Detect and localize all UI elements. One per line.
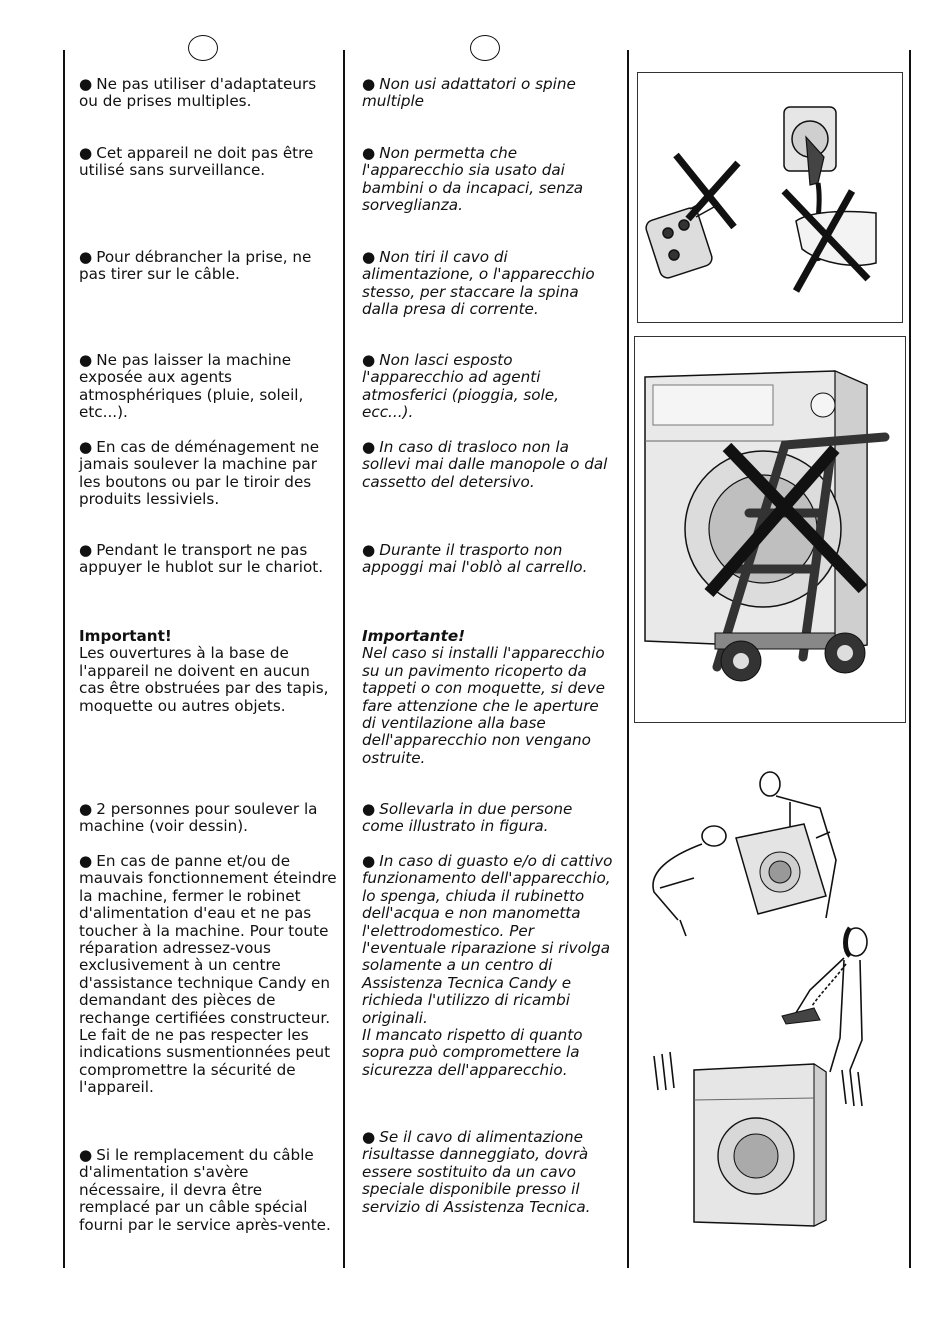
french-item-lifting: ● 2 personnes pour soulever la machine (voir dessin). xyxy=(79,801,337,836)
italian-item-weather: ● Non lasci esposto l'apparecchio ad agenti atmosferici (pioggia, sole, ecc...). xyxy=(362,352,614,422)
french-important-text: Les ouvertures à la base de l'appareil ne doivent en aucun cas être obstruées par des tapis, moquette ou autres objets. xyxy=(79,644,329,715)
italian-item-supervision: ● Non permetta che l'apparecchio sia usato dai bambini o da incapaci, senza sorveglianza. xyxy=(362,145,614,215)
italian-item-adapters: ● Non usi adattatori o spine multiple xyxy=(362,76,614,111)
italian-item-transport: ● Durante il trasporto non appoggi mai l'oblò al carrello. xyxy=(362,542,614,577)
french-important xyxy=(79,628,337,715)
french-item-cable: ● Si le remplacement du câble d'alimentation s'avère nécessaire, il devra être remplacé par un câble spécial fourni par le service après-vente. xyxy=(79,1147,337,1234)
plug-adapter-crossed-illustration xyxy=(637,72,903,323)
french-item-adapters: ● Ne pas utiliser d'adaptateurs ou de prises multiples. xyxy=(79,76,337,111)
italian-important xyxy=(362,628,614,767)
phone-service-illustration xyxy=(644,920,906,1230)
french-item-unplug: ● Pour débrancher la prise, ne pas tirer sur le câble. xyxy=(79,249,337,284)
french-item-moving: ● En cas de déménagement ne jamais soulever la machine par les boutons ou par le tiroir des produits lessiviels. xyxy=(79,439,337,509)
french-item-weather: ● Ne pas laisser la machine exposée aux agents atmosphériques (pluie, soleil, etc...). xyxy=(79,352,337,422)
column-divider-1 xyxy=(343,50,345,1268)
left-margin-line xyxy=(63,50,65,1268)
french-item-breakdown: ● En cas de panne et/ou de mauvais fonctionnement éteindre la machine, fermer le robinet d'alimentation d'eau et ne pas toucher à la machine. Pour toute réparation adressez-vous exclusivement à un centre d'assistance technique Candy en demandant des pièces de rechange certifiées constructeur. Le fait de ne pas respecter les indications susmentionnées peut compromettre la sécurité de l'appareil. xyxy=(79,853,337,1097)
italian-language-marker xyxy=(470,35,500,61)
french-important-title: Important! xyxy=(79,627,172,645)
italian-item-breakdown: ● In caso di guasto e/o di cattivo funzionamento dell'apparecchio, lo spenga, chiuda il rubinetto dell'acqua e non manometta l'elettrodomestico. Per l'eventuale riparazione si rivolga solamente a un centro di Assistenza Tecnica Candy e richieda l'utilizzo di ricambi originali. Il mancato rispetto di quanto sopra può compromettere la sicurezza dell'apparecchio. xyxy=(362,853,614,1079)
italian-item-unplug: ● Non tiri il cavo di alimentazione, o l'apparecchio stesso, per staccare la spina dalla presa di corrente. xyxy=(362,249,614,319)
italian-important-text: Nel caso si installi l'apparecchio su un pavimento ricoperto da tappeti o con moquette, si deve fare attenzione che le aperture di ventilazione alla base dell'apparecchio non vengano ostruite. xyxy=(362,644,605,767)
column-divider-2 xyxy=(627,50,629,1268)
right-margin-line xyxy=(909,50,911,1268)
italian-item-moving: ● In caso di trasloco non la sollevi mai dalle manopole o dal cassetto del detersivo. xyxy=(362,439,614,491)
french-language-marker xyxy=(188,35,218,61)
french-item-transport: ● Pendant le transport ne pas appuyer le hublot sur le chariot. xyxy=(79,542,337,577)
two-person-lift-illustration xyxy=(640,768,900,938)
washer-trolley-crossed-illustration xyxy=(634,336,906,723)
italian-item-cable: ● Se il cavo di alimentazione risultasse danneggiato, dovrà essere sostituito da un cavo speciale disponibile presso il servizio di Assistenza Tecnica. xyxy=(362,1129,614,1216)
italian-item-lifting: ● Sollevarla in due persone come illustrato in figura. xyxy=(362,801,614,836)
italian-important-title: Importante! xyxy=(362,627,466,645)
french-item-supervision: ● Cet appareil ne doit pas être utilisé sans surveillance. xyxy=(79,145,337,180)
